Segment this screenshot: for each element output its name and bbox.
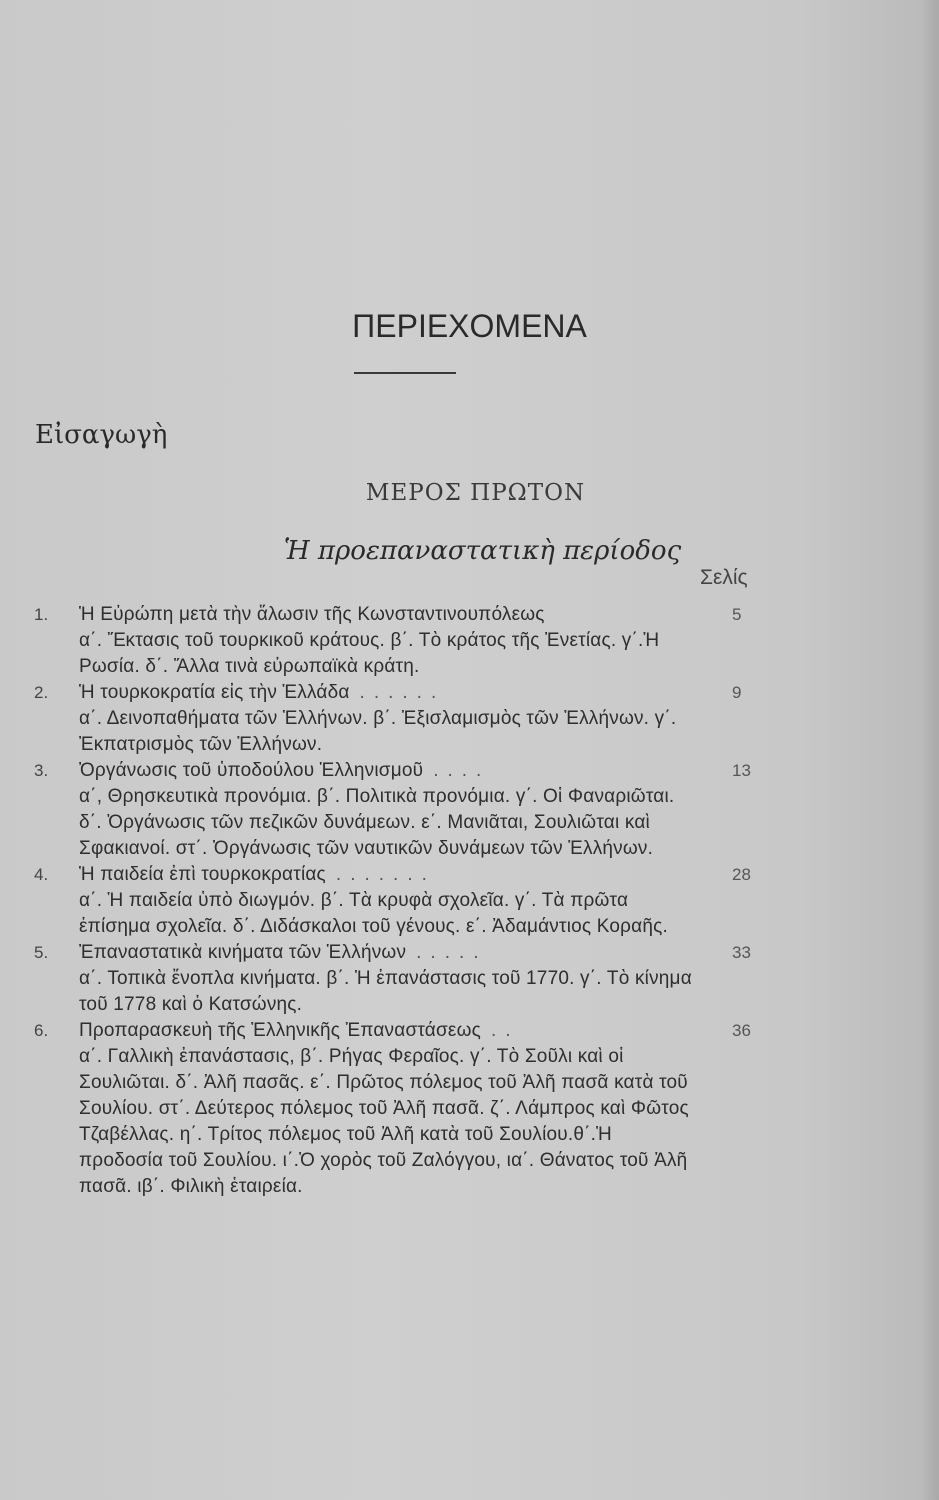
entry-number: 6. — [34, 1021, 49, 1040]
entry-title-row — [79, 862, 699, 888]
entry-title-row — [79, 680, 699, 706]
entry-number: 3. — [34, 761, 49, 780]
entry-subtopics: α΄. Ἡ παιδεία ὑπὸ διωγμόν. β΄. Τὰ κρυφὰ σχολεῖα. γ΄. Τὰ πρῶτα ἐπίσημα σχολεῖα. δ΄. Διδάσκαλοι τοῦ γένους. ε΄. Ἀδαμάντιος Κοραῆς. — [79, 890, 668, 937]
contents-entry — [0, 758, 939, 862]
entry-number: 4. — [34, 865, 49, 884]
entry-title: Ἡ παιδεία ἐπὶ τουρκοκρατίας — [79, 864, 326, 885]
entry-title-row — [79, 758, 699, 784]
entry-title: Ἡ Εὐρώπη μετὰ τὴν ἅλωσιν τῆς Κωνσταντινουπόλεως — [79, 604, 545, 625]
entry-title: Προπαρασκευὴ τῆς Ἑλληνικῆς Ἐπαναστάσεως — [79, 1020, 481, 1041]
entry-title: Ὀργάνωσις τοῦ ὑποδούλου Ἑλληνισμοῦ — [79, 760, 424, 781]
entry-subtopics: α΄. Τοπικὰ ἔνοπλα κινήματα. β΄. Ἡ ἐπανάστασις τοῦ 1770. γ΄. Τὸ κίνημα τοῦ 1778 καὶ ὁ Κατσώνης. — [79, 968, 692, 1015]
entry-title: Ἐπαναστατικὰ κινήματα τῶν Ἑλλήνων — [79, 942, 407, 963]
entry-leader: ....... — [335, 864, 436, 885]
entry-page-number: 9 — [732, 683, 742, 702]
contents-entry — [0, 862, 939, 940]
entry-page-number: 5 — [732, 605, 742, 624]
entry-title-row — [79, 940, 699, 966]
heading-rule — [354, 372, 456, 374]
entry-leader: ..... — [416, 942, 488, 963]
introduction-label: Εἰσαγωγὴ — [35, 420, 168, 450]
page-column-label: Σελίς — [700, 566, 748, 589]
contents-list — [0, 602, 939, 1200]
entry-number: 5. — [34, 943, 49, 962]
entry-title-row — [79, 1018, 699, 1044]
entry-page-number: 36 — [732, 1021, 751, 1040]
entry-page-number: 33 — [732, 943, 751, 962]
period-title: Ἡ προεπαναστατικὴ περίοδος — [283, 536, 682, 566]
contents-entry — [0, 940, 939, 1018]
entry-page-number: 13 — [732, 761, 751, 780]
entry-number: 2. — [34, 683, 49, 702]
contents-heading: ΠΕΡΙΕΧΟΜΕΝΑ — [352, 308, 587, 344]
entry-leader: .. — [490, 1020, 520, 1041]
part-title: ΜΕΡΟΣ ΠΡΩΤΟΝ — [365, 480, 586, 506]
contents-entry — [0, 680, 939, 758]
entry-page-number: 28 — [732, 865, 751, 884]
entry-leader: .... — [433, 760, 491, 781]
entry-subtopics: α΄. Δεινοπαθήματα τῶν Ἑλλήνων. β΄. Ἐξισλαμισμὸς τῶν Ἑλλήνων. γ΄. Ἐκπατρισμὸς τῶν Ἑλλήνων. — [79, 708, 677, 755]
entry-title-row — [79, 602, 699, 628]
entry-subtopics: α΄. Γαλλικὴ ἐπανάστασις, β΄. Ρήγας Φεραῖος. γ΄. Τὸ Σοῦλι καὶ οἱ Σουλιῶται. δ΄. Ἀλῆ πασᾶς. ε΄. Πρῶτος πόλεμος τοῦ Ἀλῆ πασᾶ κατὰ τοῦ Σουλίου. στ΄. Δεύτερος πόλεμος τοῦ Ἀλῆ πασᾶ. ζ΄. Λάμπρος καὶ Φῶτος Τζαβέλλας. η΄. Τρίτος πόλεμος τοῦ Ἀλῆ κατὰ τοῦ Σουλίου.θ΄.Ἡ προδοσία τοῦ Σουλίου. ι΄.Ὁ χορὸς τοῦ Ζαλόγγου, ια΄. Θάνατος τοῦ Ἀλῆ πασᾶ. ιβ΄. Φιλικὴ ἑταιρεία. — [79, 1046, 689, 1197]
entry-title: Ἡ τουρκοκρατία εἰς τὴν Ἑλλάδα — [79, 682, 350, 703]
entry-subtopics: α΄. Ἔκτασις τοῦ τουρκικοῦ κράτους. β΄. Τὸ κράτος τῆς Ἐνετίας. γ΄.Ἡ Ρωσία. δ΄. Ἄλλα τινὰ εὐρωπαϊκὰ κράτη. — [79, 630, 660, 677]
entry-number: 1. — [34, 605, 49, 624]
contents-entry — [0, 602, 939, 680]
entry-leader: ...... — [359, 682, 446, 703]
contents-entry — [0, 1018, 939, 1200]
entry-subtopics: α΄, Θρησκευτικὰ προνόμια. β΄. Πολιτικὰ προνόμια. γ΄. Οἱ Φαναριῶται. δ΄. Ὀργάνωσις τῶν πεζικῶν δυνάμεων. ε΄. Μανιᾶται, Σουλιῶται καὶ Σφακιανοί. στ΄. Ὀργάνωσις τῶν ναυτικῶν δυνάμεων τῶν Ἑλλήνων. — [79, 786, 675, 859]
